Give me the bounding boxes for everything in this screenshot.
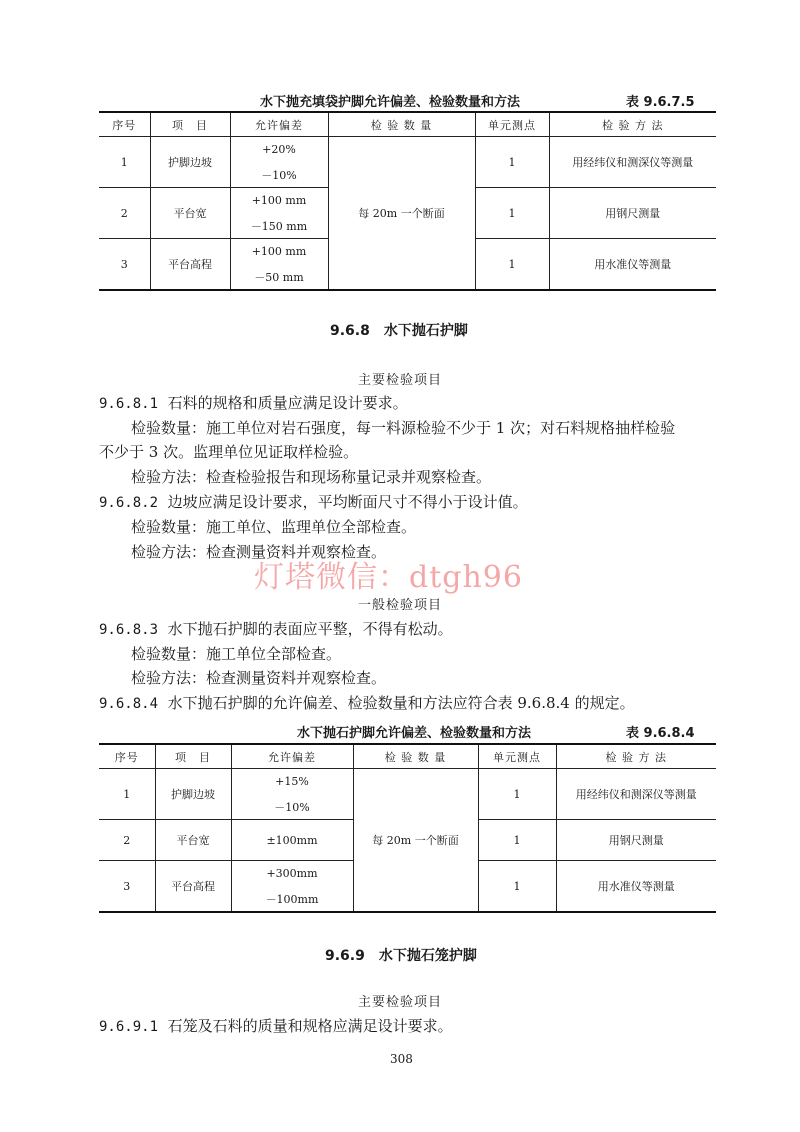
clause <box>99 492 528 513</box>
points-cell: 1 <box>475 188 549 239</box>
header-cell: 项 目 <box>155 744 231 769</box>
tolerance-plus: +100 mm <box>230 188 328 214</box>
table-header-row <box>99 112 716 137</box>
clause-number: 9.6.8.3 <box>99 622 159 638</box>
tolerance-minus: －10% <box>231 794 353 820</box>
clause-text: 边坡应满足设计要求，平均断面尺寸不得小于设计值。 <box>167 493 528 511</box>
clause-number: 9.6.8.1 <box>99 396 159 412</box>
table-header-row <box>99 744 716 769</box>
row-number: 1 <box>99 769 155 820</box>
tolerance-minus: －150 mm <box>230 213 328 239</box>
tolerance-plus: +20% <box>230 137 328 163</box>
header-cell: 检 验 方 法 <box>556 744 716 769</box>
points-cell: 1 <box>478 820 556 861</box>
inspection-method: 检验方法：检查测量资料并观察检查。 <box>131 543 387 561</box>
method-cell: 用经纬仪和测深仪等测量 <box>549 137 716 188</box>
tolerance-plus: +100 mm <box>230 239 328 265</box>
header-cell: 允许偏差 <box>231 744 353 769</box>
tolerance-table <box>99 111 716 291</box>
header-cell: 序号 <box>99 112 150 137</box>
row-number: 2 <box>99 820 155 861</box>
clause-text: 石笼及石料的质量和规格应满足设计要求。 <box>167 1017 453 1035</box>
subsection-heading: 主要检验项目 <box>358 995 443 1010</box>
item-cell: 平台高程 <box>150 239 230 291</box>
item-cell: 护脚边坡 <box>155 769 231 820</box>
page-number: 308 <box>390 1052 413 1066</box>
points-cell: 1 <box>478 769 556 820</box>
subsection-heading: 一般检验项目 <box>358 598 443 613</box>
clause <box>99 693 635 714</box>
table-number: 表 9.6.8.4 <box>626 726 695 741</box>
header-cell: 单元测点 <box>475 112 549 137</box>
header-cell: 允许偏差 <box>230 112 328 137</box>
tolerance-minus: －100mm <box>231 886 353 912</box>
points-cell: 1 <box>475 137 549 188</box>
clause-number: 9.6.8.4 <box>99 696 159 712</box>
table-caption: 水下抛石护脚允许偏差、检验数量和方法 <box>297 726 532 741</box>
clause-number: 9.6.9.1 <box>99 1019 159 1035</box>
header-cell: 检 验 方 法 <box>549 112 716 137</box>
section-title: 9.6.8 水下抛石护脚 <box>330 323 468 339</box>
points-cell: 1 <box>475 239 549 291</box>
header-cell: 检 验 数 量 <box>353 744 478 769</box>
points-cell: 1 <box>478 861 556 913</box>
clause-text: 水下抛石护脚的允许偏差、检验数量和方法应符合表 9.6.8.4 的规定。 <box>167 694 635 712</box>
inspection-quantity-cont: 不少于 3 次。监理单位见证取样检验。 <box>99 443 359 461</box>
method-cell: 用水准仪等测量 <box>549 239 716 291</box>
clause <box>99 393 408 414</box>
subsection-heading: 主要检验项目 <box>358 373 443 388</box>
item-cell: 护脚边坡 <box>150 137 230 188</box>
row-number: 1 <box>99 137 150 188</box>
item-cell: 平台宽 <box>155 820 231 861</box>
inspection-method: 检验方法：检查检验报告和现场称量记录并观察检查。 <box>131 468 492 486</box>
method-cell: 用经纬仪和测深仪等测量 <box>556 769 716 820</box>
header-cell: 单元测点 <box>478 744 556 769</box>
tolerance-minus: －50 mm <box>230 264 328 290</box>
item-cell: 平台宽 <box>150 188 230 239</box>
quantity-cell: 每 20m 一个断面 <box>353 769 478 913</box>
tolerance-plus: +15% <box>231 769 353 795</box>
tolerance-cell: ±100mm <box>231 820 353 861</box>
row-number: 3 <box>99 861 155 913</box>
item-cell: 平台高程 <box>155 861 231 913</box>
row-number: 3 <box>99 239 150 291</box>
tolerance-minus: －10% <box>230 162 328 188</box>
header-cell: 序号 <box>99 744 155 769</box>
watermark: 灯塔微信：dtgh96 <box>254 560 523 595</box>
clause <box>99 1016 453 1037</box>
inspection-quantity: 检验数量：施工单位全部检查。 <box>131 645 342 663</box>
inspection-quantity: 检验数量：施工单位对岩石强度，每一料源检验不少于 1 次；对石料规格抽样检验 <box>131 419 676 437</box>
table-number: 表 9.6.7.5 <box>626 95 695 110</box>
clause-text: 石料的规格和质量应满足设计要求。 <box>167 394 408 412</box>
table-row <box>99 137 716 163</box>
method-cell: 用钢尺测量 <box>556 820 716 861</box>
header-cell: 检 验 数 量 <box>328 112 475 137</box>
clause-number: 9.6.8.2 <box>99 495 159 511</box>
clause <box>99 619 453 640</box>
table-caption: 水下抛充填袋护脚允许偏差、检验数量和方法 <box>260 95 521 110</box>
clause-text: 水下抛石护脚的表面应平整，不得有松动。 <box>167 620 453 638</box>
table-row <box>99 769 716 795</box>
inspection-quantity: 检验数量：施工单位、监理单位全部检查。 <box>131 518 417 536</box>
inspection-method: 检验方法：检查测量资料并观察检查。 <box>131 669 387 687</box>
header-cell: 项 目 <box>150 112 230 137</box>
method-cell: 用钢尺测量 <box>549 188 716 239</box>
tolerance-plus: +300mm <box>231 861 353 887</box>
method-cell: 用水准仪等测量 <box>556 861 716 913</box>
section-title: 9.6.9 水下抛石笼护脚 <box>325 948 477 964</box>
row-number: 2 <box>99 188 150 239</box>
tolerance-table <box>99 743 716 913</box>
quantity-cell: 每 20m 一个断面 <box>328 137 475 291</box>
